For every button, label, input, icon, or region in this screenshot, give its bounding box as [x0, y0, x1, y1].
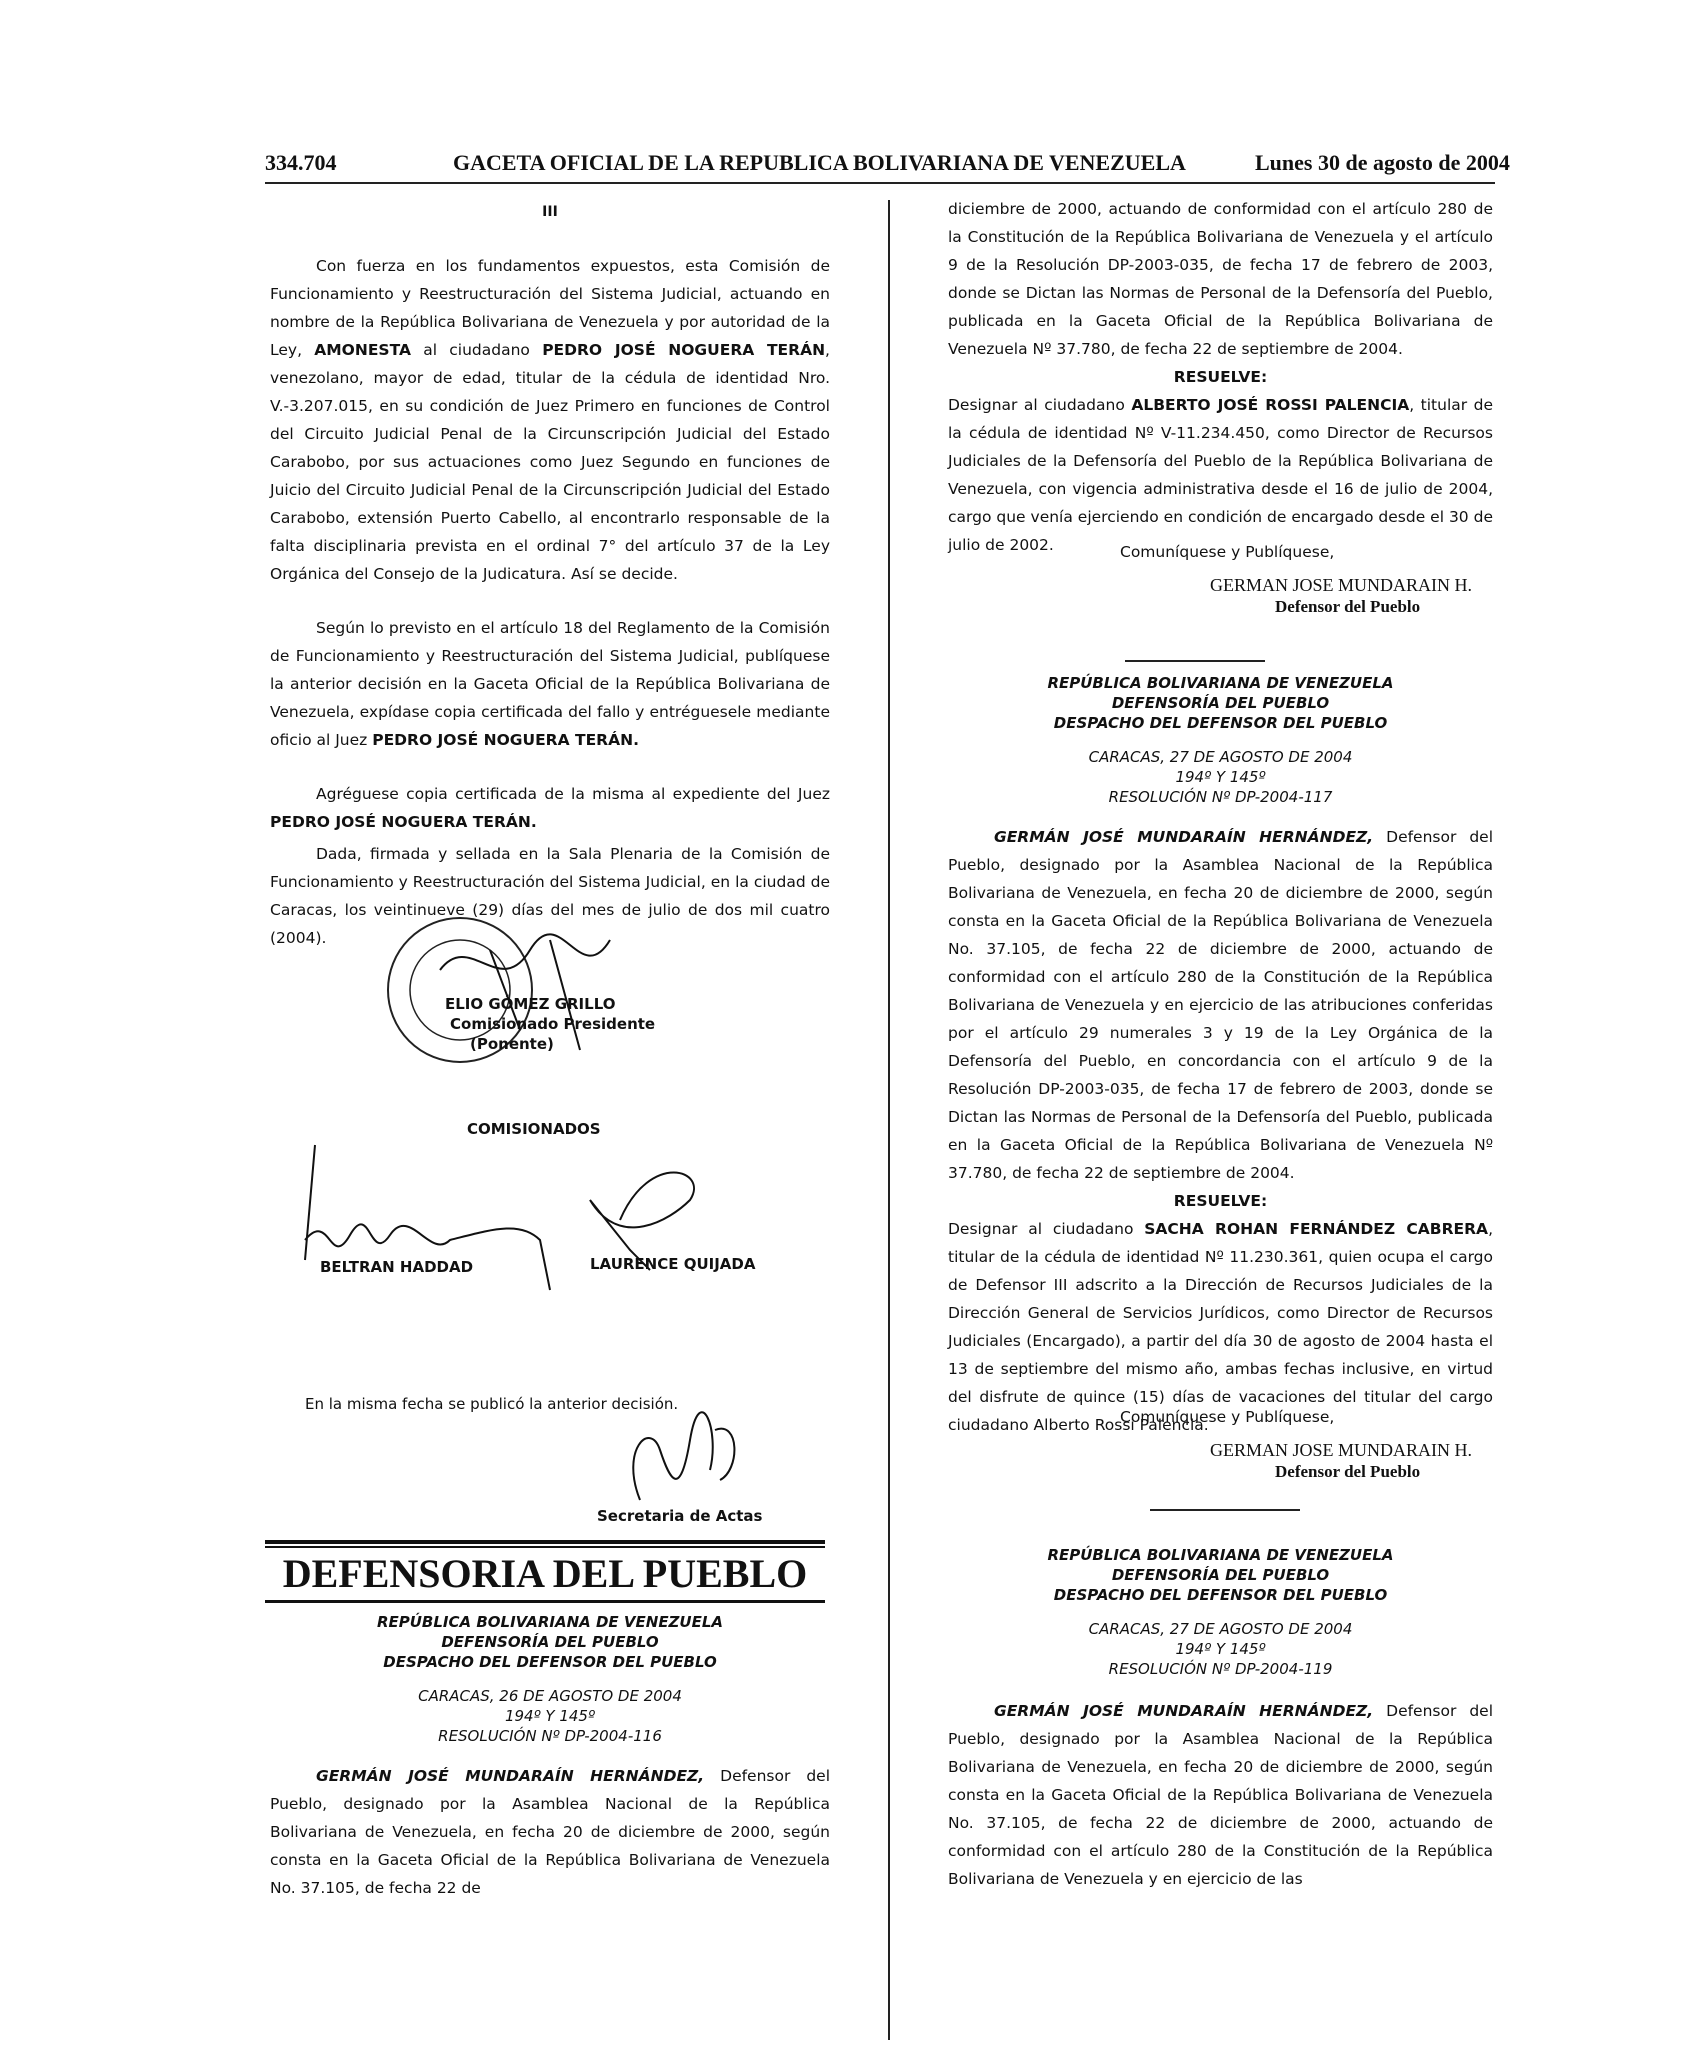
- resuelve-116: RESUELVE:: [1173, 368, 1268, 386]
- comuniquese-116: Comuníquese y Publíquese,: [1120, 543, 1335, 561]
- gazette-title: GACETA OFICIAL DE LA REPUBLICA BOLIVARIANA DE VENEZUELA: [453, 150, 1186, 175]
- comisionados-heading: COMISIONADOS: [467, 1120, 601, 1138]
- resuelve-117: RESUELVE:: [1173, 1192, 1268, 1210]
- gazette-date: Lunes 30 de agosto de 2004: [1255, 150, 1510, 175]
- secretary-signature: [610, 1410, 750, 1510]
- paragraph-publication: Según lo previsto en el artículo 18 del Reglamento de la Comisión de Funcionamiento y Reestructuración del Sistema Judicial, publíquese la anterior decisión en la Gaceta Oficial de la República Bolivariana de Venezuela, expídase copia certificada del fallo y entréguesele mediante oficio al Juez PEDRO JOSÉ NOGUERA TERÁN.: [270, 619, 830, 749]
- signer-role-116: Defensor del Pueblo: [1275, 597, 1421, 616]
- signatory-1-role: Comisionado Presidente: [450, 1015, 656, 1033]
- section-number: III: [542, 204, 558, 220]
- banner-rule-top: [265, 1540, 825, 1544]
- comuniquese-117: Comuníquese y Publíquese,: [1120, 1408, 1335, 1426]
- commissioners-signatures: [290, 1140, 770, 1300]
- resolution-116-decision: Designar al ciudadano ALBERTO JOSÉ ROSSI PALENCIA, titular de la cédula de identidad Nº V-11.234.450, como Director de Recursos Judiciales de la Defensoría del Pueblo de la República Bolivariana de Venezuela, con vigencia administrativa desde el 16 de julio de 2004, cargo que venía ejerciendo en condición de encargado desde el 30 de julio de 2002.: [948, 396, 1494, 554]
- resolution-117-body: GERMÁN JOSÉ MUNDARAÍN HERNÁNDEZ, Defensor del Pueblo, designado por la Asamblea Nacional de la República Bolivariana de Venezuela, en fecha 20 de diciembre de 2000, según consta en la Gaceta Oficial de la República Bolivariana de Venezuela No. 37.105, de fecha 22 de diciembre de 2000, actuando de conformidad con el artículo 280 de la Constitución de la República Bolivariana de Venezuela y en ejercicio de las atribuciones conferidas por el artículo 29 numerales 3 y 19 de la Ley Orgánica de la Defensoría del Pueblo, en concordancia con el artículo 9 de la Resolución DP-2003-035, de fecha 17 de febrero de 2003, donde se Dictan las Normas de Personal de la Defensoría del Pueblo, publicada en la Gaceta Oficial de la República Bolivariana de Venezuela Nº 37.780, de fecha 22 de septiembre de 2004. RESUELVE: Designar al ciudadano SACHA ROHAN FERNÁNDEZ CABRERA, titular de la cédula de identidad Nº 11.230.361, quien ocupa el cargo de Defensor III adscrito a la Dirección de Recursos Judiciales de la Dirección General de Servicios Jurídicos, como Director de Recursos Judiciales (Encargado), a partir del día 30 de agosto de 2004 hasta el 13 de septiembre del mismo año, ambas fechas inclusive, en virtud del disfrute de quince (15) días de vacaciones del titular del cargo ciudadano Alberto Rossi Palencia.: [948, 823, 1493, 1439]
- divider-119: [1150, 1509, 1300, 1511]
- page-number: 334.704: [265, 150, 337, 175]
- resolution-116-header: REPÚBLICA BOLIVARIANA DE VENEZUELA DEFENSORÍA DEL PUEBLO DESPACHO DEL DEFENSOR DEL PUEBLO CARACAS, 26 DE AGOSTO DE 2004 194º Y 145º RESOLUCIÓN Nº DP-2004-116: [376, 1613, 724, 1745]
- banner-rule-top-2: [265, 1546, 825, 1548]
- resolution-117-decision: Designar al ciudadano SACHA ROHAN FERNÁNDEZ CABRERA, titular de la cédula de identidad Nº 11.230.361, quien ocupa el cargo de Defensor III adscrito a la Dirección de Recursos Judiciales de la Dirección General de Servicios Jurídicos, como Director de Recursos Judiciales (Encargado), a partir del día 30 de agosto de 2004 hasta el 13 de septiembre del mismo año, ambas fechas inclusive, en virtud del disfrute de quince (15) días de vacaciones del titular del cargo ciudadano Alberto Rossi Palencia.: [948, 1220, 1493, 1434]
- paragraph-dada: Dada, firmada y sellada en la Sala Plenaria de la Comisión de Funcionamiento y Reestructuración del Sistema Judicial, en la ciudad de Caracas, los veintinueve (29) días del mes de julio de dos mil cuatro (2004).: [270, 845, 830, 947]
- header-rule: [265, 182, 1495, 184]
- signatory-1-name: ELIO GÓMEZ GRILLO: [445, 995, 616, 1013]
- resolution-119-header: REPÚBLICA BOLIVARIANA DE VENEZUELA DEFENSORÍA DEL PUEBLO DESPACHO DEL DEFENSOR DEL PUEBLO CARACAS, 27 DE AGOSTO DE 2004 194º Y 145º RESOLUCIÓN Nº DP-2004-119: [1047, 1546, 1394, 1678]
- left-column: [270, 198, 830, 952]
- signer-role-117: Defensor del Pueblo: [1275, 1462, 1421, 1481]
- resolution-117-header: REPÚBLICA BOLIVARIANA DE VENEZUELA DEFENSORÍA DEL PUEBLO DESPACHO DEL DEFENSOR DEL PUEBLO CARACAS, 27 DE AGOSTO DE 2004 194º Y 145º RESOLUCIÓN Nº DP-2004-117: [1047, 674, 1394, 806]
- signer-116: GERMAN JOSE MUNDARAIN H.: [1210, 575, 1473, 595]
- signatory-3-name: LAURENCE QUIJADA: [590, 1255, 756, 1273]
- section-banner: DEFENSORIA DEL PUEBLO: [282, 1551, 808, 1596]
- banner-rule-bottom: [265, 1600, 825, 1603]
- paragraph-copy: Agréguese copia certificada de la misma al expediente del Juez PEDRO JOSÉ NOGUERA TERÁN.: [270, 785, 830, 831]
- column-divider: [888, 200, 890, 2040]
- publication-note: En la misma fecha se publicó la anterior decisión.: [305, 1395, 679, 1413]
- resolution-119-body: GERMÁN JOSÉ MUNDARAÍN HERNÁNDEZ, Defensor del Pueblo, designado por la Asamblea Nacional de la República Bolivariana de Venezuela, en fecha 20 de diciembre de 2000, según consta en la Gaceta Oficial de la República Bolivariana de Venezuela No. 37.105, de fecha 22 de diciembre de 2000, actuando de conformidad con el artículo 280 de la Constitución de la República Bolivariana de Venezuela y en ejercicio de las: [948, 1702, 1493, 1888]
- secretary-label: Secretaria de Actas: [597, 1507, 763, 1525]
- divider-117: [1125, 660, 1265, 662]
- paragraph-amonesta: Con fuerza en los fundamentos expuestos, esta Comisión de Funcionamiento y Reestructuración del Sistema Judicial, actuando en nombre de la República Bolivariana de Venezuela y por autoridad de la Ley, AMONESTA al ciudadano PEDRO JOSÉ NOGUERA TERÁN, venezolano, mayor de edad, titular de la cédula de identidad Nro. V.-3.207.015, en su condición de Juez Primero en funciones de Control del Circuito Judicial Penal de la Circunscripción Judicial del Estado Carabobo, por sus actuaciones como Juez Segundo en funciones de Juicio del Circuito Judicial Penal de la Circunscripción Judicial del Estado Carabobo, extensión Puerto Cabello, al encontrarlo responsable de la falta disciplinaria prevista en el ordinal 7° del artículo 37 de la Ley Orgánica del Consejo de la Judicatura. Así se decide.: [270, 257, 830, 583]
- signatory-1-role-2: (Ponente): [470, 1035, 554, 1053]
- resolution-116-continued: diciembre de 2000, actuando de conformidad con el artículo 280 de la Constitución de la República Bolivariana de Venezuela y el artículo 9 de la Resolución DP-2003-035, de fecha 17 de febrero de 2003, donde se Dictan las Normas de Personal de la Defensoría del Pueblo, publicada en la Gaceta Oficial de la República Bolivariana de Venezuela Nº 37.780, de fecha 22 de septiembre de 2004.: [948, 200, 1493, 358]
- signatory-2-name: BELTRAN HADDAD: [320, 1258, 474, 1276]
- resolution-116-body: GERMÁN JOSÉ MUNDARAÍN HERNÁNDEZ, Defensor del Pueblo, designado por la Asamblea Nacional de la República Bolivariana de Venezuela, en fecha 20 de diciembre de 2000, según consta en la Gaceta Oficial de la República Bolivariana de Venezuela No. 37.105, de fecha 22 de: [270, 1767, 830, 1897]
- signer-117: GERMAN JOSE MUNDARAIN H.: [1210, 1440, 1473, 1460]
- right-column-top: [948, 195, 1493, 559]
